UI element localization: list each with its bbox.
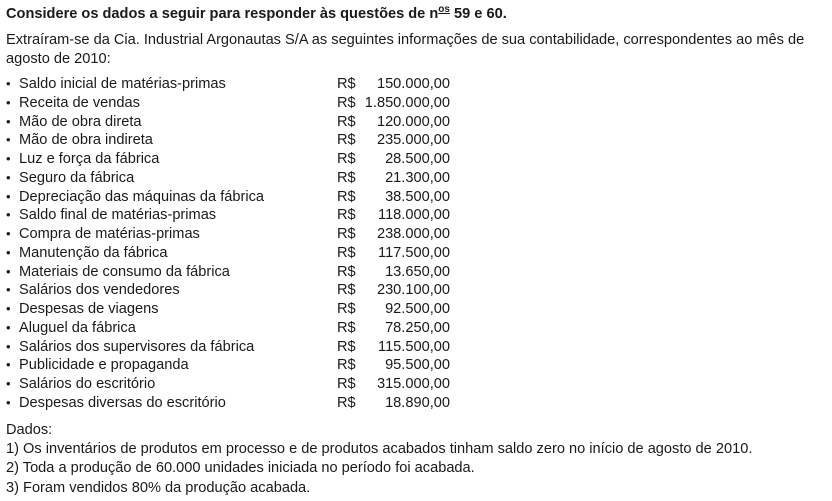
bullet-icon: • [6,207,11,223]
item-amount: 238.000,00 [376,226,450,242]
item-label: Saldo inicial de matérias-primas [19,76,226,92]
item-currency: R$ [337,169,356,186]
list-item [6,338,466,357]
item-label: Despesas de viagens [19,301,159,317]
item-currency: R$ [337,244,356,261]
bullet-icon: • [6,357,11,373]
item-amount: 18.890,00 [385,394,450,411]
accounting-items-list [6,75,466,413]
item-label: Salários do escritório [19,376,156,392]
item-amount: 28.500,00 [385,151,450,167]
item-currency: R$ [337,338,356,355]
bullet-icon: • [6,151,11,166]
item-currency: R$ [337,188,356,205]
bullet-icon: • [6,244,11,260]
list-item [6,319,466,338]
item-amount: 38.500,00 [385,188,450,205]
item-currency: R$ [337,301,356,317]
item-currency: R$ [337,357,356,374]
list-item [6,375,466,394]
intro-paragraph: Extraíram-se da Cia. Industrial Argonautas S/A as seguintes informações de sua contabilidade, correspondentes ao mês de agosto de 2010: [6,32,805,67]
item-currency: R$ [337,319,356,336]
item-currency: R$ [337,132,356,149]
list-item [6,150,466,169]
item-label: Publicidade e propaganda [19,357,189,374]
item-currency: R$ [337,282,356,299]
item-amount: 120.000,00 [376,113,450,130]
item-label: Mão de obra direta [19,113,142,130]
bullet-icon: • [6,282,11,298]
bullet-icon: • [6,301,11,316]
item-label: Seguro da fábrica [19,169,135,186]
list-item [6,263,466,282]
item-currency: R$ [337,394,356,411]
item-amount: 118.000,00 [378,207,450,224]
item-currency: R$ [337,76,356,92]
item-amount: 150.000,00 [376,76,450,92]
bullet-icon: • [6,226,11,241]
heading-superscript: os [438,4,450,15]
bullet-icon: • [6,376,11,391]
list-item [6,113,466,132]
bullet-icon: • [6,319,11,335]
bullet-icon: • [6,394,11,410]
item-label: Salários dos vendedores [19,282,180,299]
item-currency: R$ [337,151,356,167]
bullet-icon: • [6,94,11,110]
item-amount: 315.000,00 [376,376,450,392]
heading-suffix: 59 e 60. [449,6,507,22]
item-currency: R$ [337,207,356,224]
list-item [6,225,466,244]
question-heading [6,4,507,22]
item-amount: 92.500,00 [385,301,450,317]
item-currency: R$ [337,263,356,280]
item-label: Luz e força da fábrica [19,151,160,167]
list-item [6,94,466,113]
item-amount: 115.500,00 [378,338,450,355]
list-item [6,75,466,94]
item-amount: 235.000,00 [376,132,450,149]
bullet-icon: • [6,338,11,354]
notes-title: Dados: [6,422,53,438]
bullet-icon: • [6,113,11,129]
item-currency: R$ [337,113,356,130]
item-currency: R$ [337,376,356,392]
bullet-icon: • [6,188,11,204]
item-label: Materiais de consumo da fábrica [19,263,230,280]
item-label: Depreciação das máquinas da fábrica [19,188,264,205]
item-label: Despesas diversas do escritório [19,394,226,411]
item-currency: R$ [337,226,356,242]
note-line-2: 2) Toda a produção de 60.000 unidades iniciada no período foi acabada. [6,460,475,477]
item-label: Manutenção da fábrica [19,244,168,261]
note-line-3: 3) Foram vendidos 80% da produção acabada. [6,479,311,496]
item-label: Receita de vendas [19,94,140,111]
bullet-icon: • [6,76,11,91]
list-item [6,394,466,413]
list-item [6,188,466,207]
item-label: Aluguel da fábrica [19,319,136,336]
list-item [6,206,466,225]
list-item [6,281,466,300]
list-item [6,169,466,188]
list-item [6,244,466,263]
item-amount: 95.500,00 [385,357,450,374]
list-item [6,131,466,150]
item-label: Mão de obra indireta [19,132,153,149]
item-currency: R$ [337,94,356,111]
item-amount: 78.250,00 [385,319,450,336]
item-amount: 117.500,00 [378,244,450,261]
item-amount: 21.300,00 [385,169,450,186]
bullet-icon: • [6,132,11,148]
item-label: Compra de matérias-primas [19,226,200,242]
item-label: Saldo final de matérias-primas [19,207,217,224]
heading-text: Considere os dados a seguir para responder às questões de n [6,6,439,22]
note-line-1: 1) Os inventários de produtos em processo e de produtos acabados tinham saldo zero no início de agosto de 2010. [6,441,753,458]
bullet-icon: • [6,169,11,185]
bullet-icon: • [6,263,11,279]
list-item [6,356,466,375]
list-item [6,300,466,319]
item-amount: 1.850.000,00 [364,94,450,111]
item-label: Salários dos supervisores da fábrica [19,338,255,355]
item-amount: 13.650,00 [385,263,450,280]
notes-section [6,421,752,498]
item-amount: 230.100,00 [376,282,450,299]
